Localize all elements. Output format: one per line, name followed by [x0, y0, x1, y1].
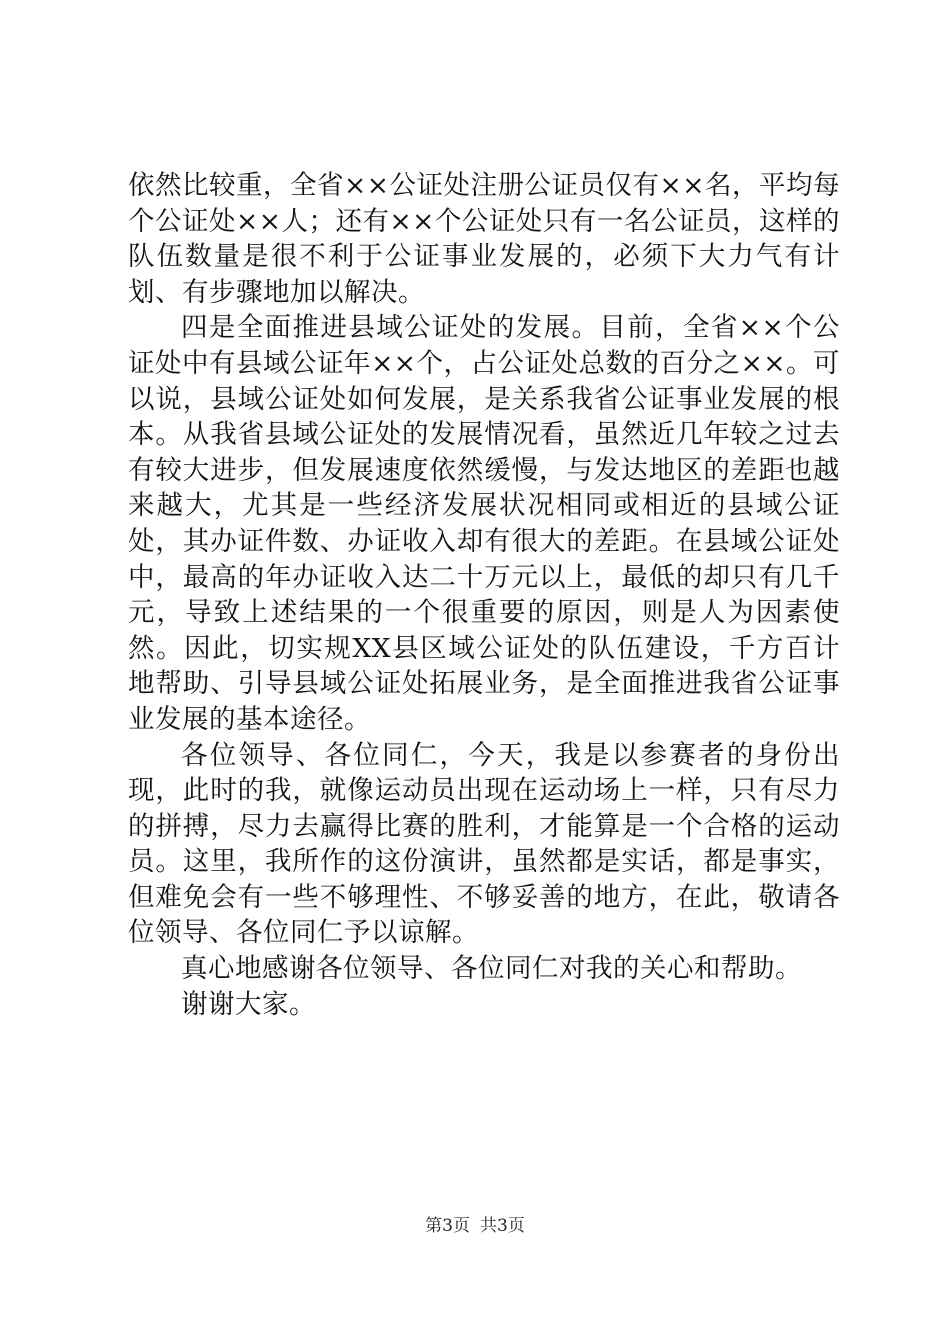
page-footer: [0, 1215, 950, 1237]
paragraph-continuation: 依然比较重，全省××公证处注册公证员仅有××名，平均每个公证处××人；还有××个公证处只有一名公证员，这样的队伍数量是很不利于公证事业发展的，必须下大力气有计划、有步骤地加以解决。: [128, 170, 840, 308]
paragraph-thanks: 真心地感谢各位领导、各位同仁对我的关心和帮助。: [181, 953, 802, 985]
page-number: 第3页: [425, 1216, 470, 1236]
paragraph-closing-remarks: 各位领导、各位同仁，今天，我是以参赛者的身份出现，此时的我，就像运动员出现在运动场上一样，只有尽力的拼搏，尽力去赢得比赛的胜利，才能算是一个合格的运动员。这里，我所作的这份演讲，虽然都是实话，都是事实，但难免会有一些不够理性、不够妥善的地方，在此，敬请各位领导、各位同仁予以谅解。: [128, 739, 840, 949]
document-body: [128, 168, 840, 1022]
page-total: 共3页: [480, 1216, 525, 1236]
paragraph-county-notary: 四是全面推进县域公证处的发展。目前，全省××个公证处中有县域公证年××个，占公证处总数的百分之××。可以说，县域公证处如何发展，是关系我省公证事业发展的根本。从我省县域公证处的发展情况看，虽然近几年较之过去有较大进步，但发展速度依然缓慢，与发达地区的差距也越来越大，尤其是一些经济发展状况相同或相近的县域公证处，其办证件数、办证收入却有很大的差距。在县域公证处中，最高的年办证收入达二十万元以上，最低的却只有几千元，导致上述结果的一个很重要的原因，则是人为因素使然。因此，切实规XX县区域公证处的队伍建设，千方百计地帮助、引导县域公证处拓展业务，是全面推进我省公证事业发展的基本途径。: [128, 312, 840, 735]
paragraph-thank-you: 谢谢大家。: [181, 988, 316, 1020]
